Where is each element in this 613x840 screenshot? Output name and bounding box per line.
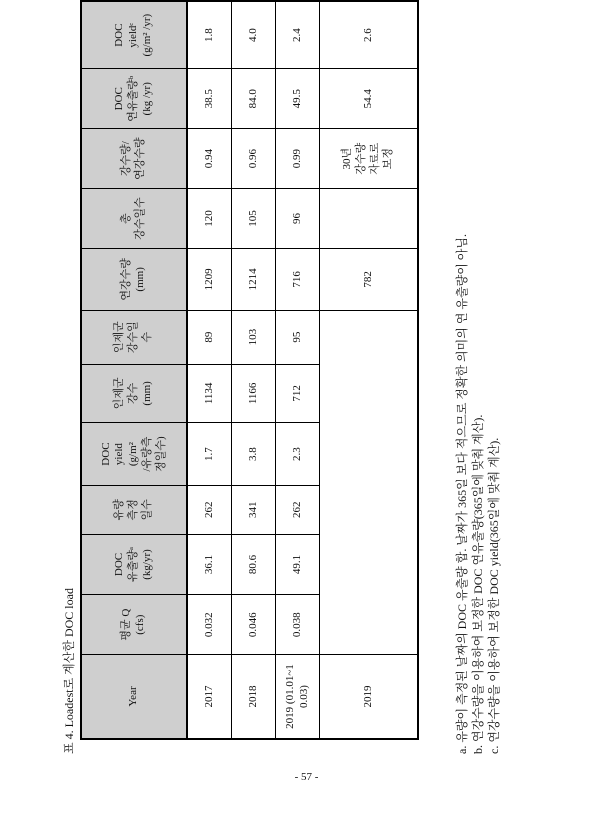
column-header-line: 일수	[140, 499, 153, 521]
column-header-line: (g/m² /yr)	[140, 13, 153, 57]
table-cell: 2019	[320, 655, 419, 739]
column-header-line: (kg /yr)	[140, 82, 153, 116]
table-cell: 0.046	[232, 595, 276, 655]
table-cell: 0.032	[187, 595, 232, 655]
table-cell: 2.4	[276, 1, 320, 69]
column-header-line: 연강수량	[134, 137, 146, 180]
table-cell: 4.0	[232, 1, 276, 69]
table-cell: 105	[232, 189, 276, 249]
column-header-line: 강수량/	[120, 141, 133, 177]
ratio-note-line: 강수량	[354, 142, 367, 175]
column-header-line: /유량측	[140, 436, 153, 472]
column-header-line: DOC	[113, 23, 126, 47]
column-header	[81, 655, 187, 739]
table-cell: 120	[187, 189, 232, 249]
column-header-line: DOC	[113, 87, 126, 111]
table-cell: 1.8	[187, 1, 232, 69]
table-cell: 96	[276, 189, 320, 249]
column-header-line: 인제군	[113, 321, 126, 354]
note-b: b. 연강수량을 이용하여 보정한 DOC 연유출량(365일에 맞춰 계산).	[471, 414, 485, 754]
table-cell: 1134	[187, 364, 232, 423]
table-cell: 89	[187, 310, 232, 364]
column-header	[81, 248, 187, 310]
column-header-line: 유량	[113, 499, 126, 521]
column-header-line: DOC	[99, 442, 112, 466]
table-cell: 2.6	[320, 1, 419, 69]
table-cell: 262	[276, 485, 320, 534]
column-header-line: yield	[113, 443, 126, 466]
table-cell: 0.96	[232, 129, 276, 189]
column-header-line: (cfs)	[134, 614, 146, 635]
column-header	[81, 364, 187, 423]
column-header-line: 수	[140, 331, 153, 343]
table-cell: 1.7	[187, 423, 232, 486]
ratio-note-line: 자료로	[368, 142, 381, 175]
ratio-note-line: 30년	[341, 147, 353, 170]
column-header	[81, 189, 187, 249]
table-row	[232, 1, 276, 739]
column-header-line: 연강수량	[120, 258, 133, 301]
table-cell	[320, 189, 419, 249]
column-header-line: yieldᶜ	[127, 22, 140, 48]
table-title: 표 4. Loadest로 계산한 DOC load	[62, 588, 76, 754]
column-header-line: (mm)	[134, 267, 146, 292]
table-cell: 0.94	[187, 129, 232, 189]
table-cell: 2018	[232, 655, 276, 739]
table-cell	[320, 310, 419, 654]
table-cell: 95	[276, 310, 320, 364]
table-cell: 2.3	[276, 423, 320, 486]
table-cell: 1166	[232, 364, 276, 423]
column-header-line: 정일수)	[154, 436, 167, 472]
table-row-2019-corrected	[320, 1, 419, 739]
table-cell: 49.1	[276, 534, 320, 595]
column-header	[81, 534, 187, 595]
column-header-line: (kg/yr)	[140, 549, 153, 580]
table-cell: 103	[232, 310, 276, 364]
column-header-line: Year	[127, 686, 140, 707]
column-header	[81, 485, 187, 534]
table-cell: 341	[232, 485, 276, 534]
column-header-line: 유출량ᵃ	[127, 547, 140, 582]
column-header-line: 총	[120, 213, 133, 224]
column-header-line: DOC	[113, 552, 126, 577]
column-header-line: 측정	[127, 499, 140, 521]
table-cell	[320, 129, 419, 189]
column-header	[81, 595, 187, 655]
note-a: a. 유량이 측정된 날짜의 DOC 유출량 합. 날짜가 365일 보다 적으므로 정확한 의미의 연 유출량이 아님.	[455, 234, 469, 754]
column-header-line: 강수	[127, 382, 140, 404]
table-cell: 0.99	[276, 129, 320, 189]
column-header	[81, 129, 187, 189]
table-cell: 2017	[187, 655, 232, 739]
ratio-note-line: 보정	[382, 148, 395, 170]
column-header-line: (mm)	[140, 381, 153, 406]
column-header	[81, 69, 187, 129]
column-header-line: 강수일	[127, 321, 140, 354]
table-cell: 262	[187, 485, 232, 534]
table-cell: 49.5	[276, 69, 320, 129]
table-cell: 84.0	[232, 69, 276, 129]
column-header	[81, 423, 187, 486]
column-header	[81, 310, 187, 364]
table-cell: 1209	[187, 248, 232, 310]
table-cell: 716	[276, 248, 320, 310]
table-cell: 0.038	[276, 595, 320, 655]
table-row	[276, 1, 320, 739]
table-cell: 38.5	[187, 69, 232, 129]
page-number: - 57 -	[294, 771, 319, 783]
column-header-line: (g/m²	[127, 442, 140, 467]
table-notes	[454, 234, 502, 754]
column-header-line: 인제군	[113, 377, 126, 410]
table-row	[187, 1, 232, 739]
column-header	[81, 1, 187, 69]
table-cell: 54.4	[320, 69, 419, 129]
table-cell: 2019 (01.01~1 0.03)	[276, 655, 320, 739]
column-header-line: 평균 Q	[120, 608, 133, 641]
table-cell: 80.6	[232, 534, 276, 595]
table-cell: 36.1	[187, 534, 232, 595]
table-cell: 1214	[232, 248, 276, 310]
column-header-line: 강수일수	[134, 197, 146, 240]
note-c: c. 연강수량을 이용하여 보정한 DOC yield(365일에 맞춰 계산).	[487, 437, 501, 754]
doc-load-table	[80, 0, 419, 740]
table-cell: 3.8	[232, 423, 276, 486]
column-header-line: 연유출량ᵇ	[127, 75, 140, 122]
table-header-row	[81, 1, 187, 739]
table-cell: 712	[276, 364, 320, 423]
table-cell: 782	[320, 248, 419, 310]
